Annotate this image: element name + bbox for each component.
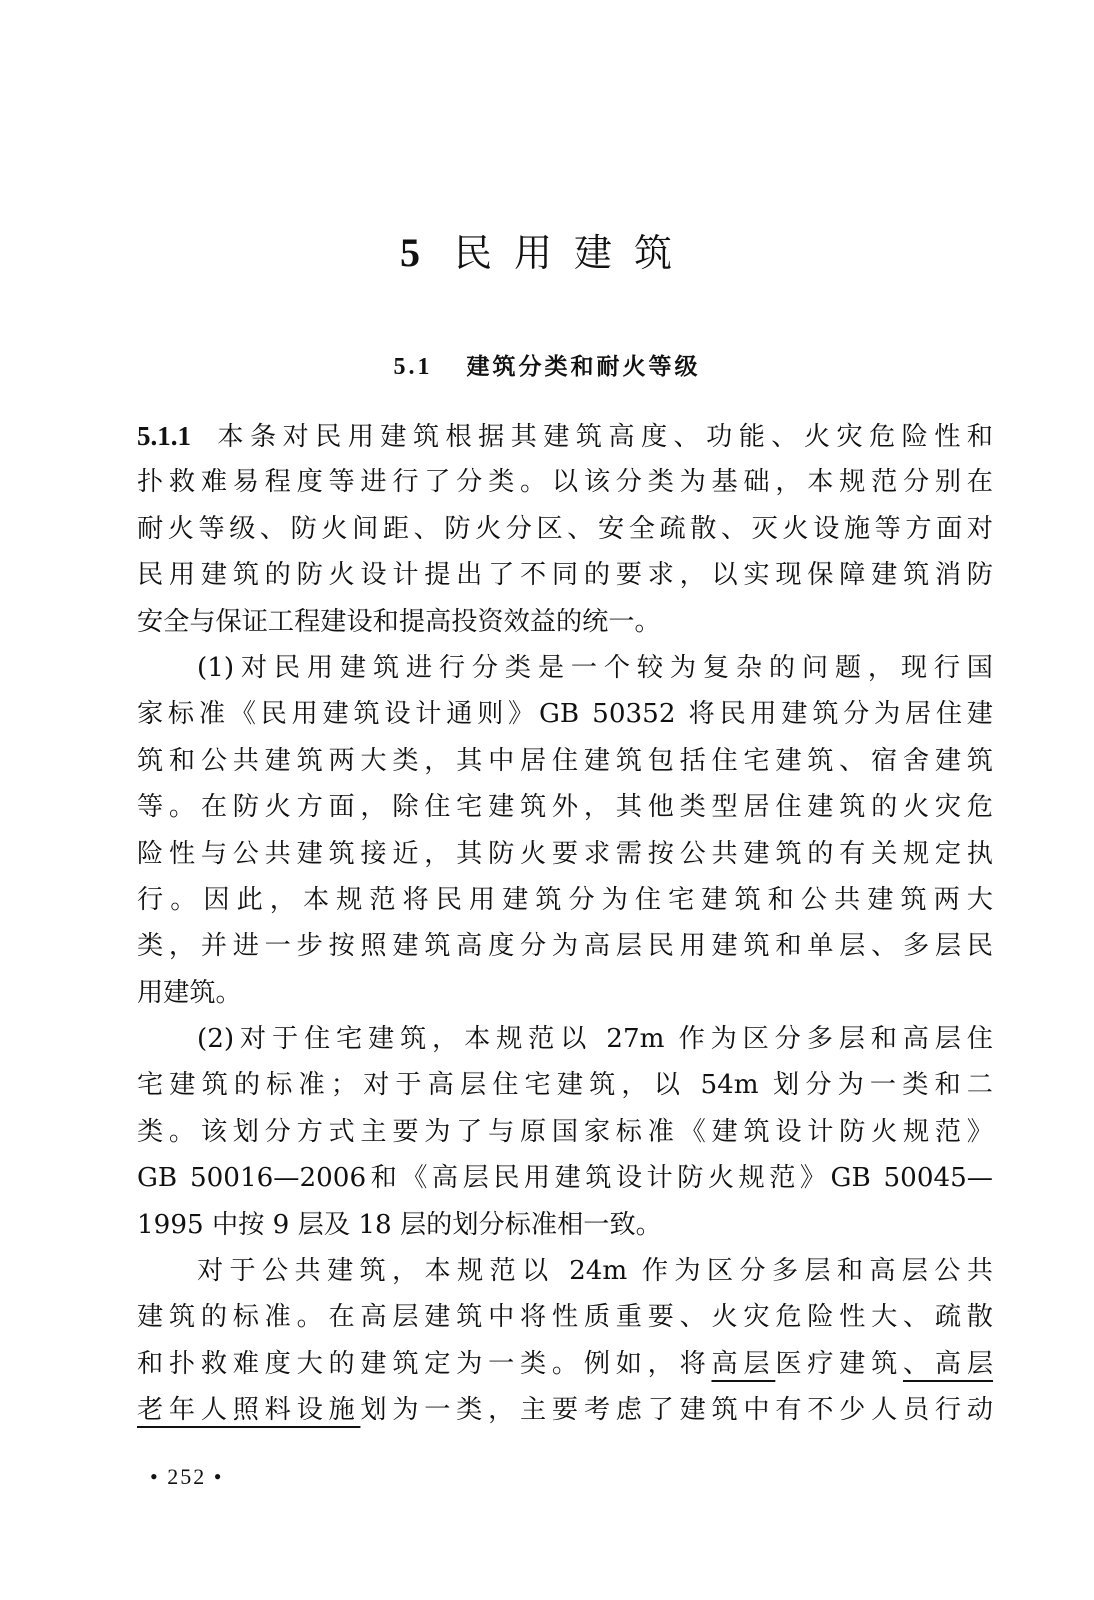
text-line: 对于公共建筑，本规范以 24m 作为区分多层和高层公共 xyxy=(197,1256,993,1287)
underlined-text: 老年人照料设施 xyxy=(137,1395,361,1426)
underlined-text: 高层 xyxy=(711,1348,776,1379)
text-line: 筑和公共建筑两大类，其中居住建筑包括住宅建筑、宿舍建筑 xyxy=(137,745,993,776)
chapter-number: 5 xyxy=(399,230,420,275)
text-line: 类，并进一步按照建筑高度分为高层民用建筑和单层、多层民 xyxy=(137,931,993,962)
text-line: 宅建筑的标准；对于高层住宅建筑，以 54m 划分为一类和二 xyxy=(137,1070,993,1101)
text-segment: 和扑救难度大的建筑定为一类。例如，将 xyxy=(137,1348,712,1379)
clause-number: 5.1.1 xyxy=(137,421,191,451)
text-line: 等。在防火方面，除住宅建筑外，其他类型居住建筑的火灾危 xyxy=(137,792,993,823)
section-title-text: 建筑分类和耐火等级 xyxy=(466,354,701,380)
section-number: 5.1 xyxy=(393,354,433,380)
text-line: (1)对民用建筑进行分类是一个较为复杂的问题，现行国 xyxy=(197,652,993,683)
chapter-title-text: 民用建筑 xyxy=(453,231,694,275)
body-text xyxy=(137,413,993,1434)
text-line: 类。该划分方式主要为了与原国家标准《建筑设计防火规范》 xyxy=(137,1116,993,1147)
text-line: 建筑的标准。在高层建筑中将性质重要、火灾危险性大、疏散 xyxy=(137,1302,993,1333)
text-line-content: 本条对民用建筑根据其建筑高度、功能、火灾危险性和 xyxy=(211,422,993,452)
text-line: GB 50016—2006和《高层民用建筑设计防火规范》GB 50045— xyxy=(137,1163,993,1194)
text-line: 险性与公共建筑接近，其防火要求需按公共建筑的有关规定执 xyxy=(137,838,993,869)
text-line: 用建筑。 xyxy=(137,977,242,1008)
text-line: 行。因此，本规范将民用建筑分为住宅建筑和公共建筑两大 xyxy=(137,884,993,915)
text-line xyxy=(137,1387,993,1433)
text-line: (2)对于住宅建筑，本规范以 27m 作为区分多层和高层住 xyxy=(197,1024,993,1055)
text-line: 1995 中按 9 层及 18 层的划分标准相一致。 xyxy=(137,1209,662,1240)
chapter-title xyxy=(0,222,1094,277)
text-line xyxy=(137,413,993,459)
page-number: • 252 • xyxy=(150,1464,224,1489)
text-line xyxy=(137,1341,993,1387)
text-line: 耐火等级、防火间距、防火分区、安全疏散、灭火设施等方面对 xyxy=(137,513,993,544)
section-title xyxy=(0,348,1094,381)
underlined-text: 、高层 xyxy=(903,1348,994,1379)
text-line: 安全与保证工程建设和提高投资效益的统一。 xyxy=(137,606,661,637)
text-line: 扑救难易程度等进行了分类。以该分类为基础，本规范分别在 xyxy=(137,467,993,498)
text-line: 民用建筑的防火设计提出了不同的要求，以实现保障建筑消防 xyxy=(137,560,993,591)
text-segment: 划为一类，主要考虑了建筑中有不少人员行动 xyxy=(360,1395,994,1426)
text-line: 家标准《民用建筑设计通则》GB 50352 将民用建筑分为居住建 xyxy=(137,699,993,730)
text-segment: 医疗建筑 xyxy=(775,1348,903,1379)
